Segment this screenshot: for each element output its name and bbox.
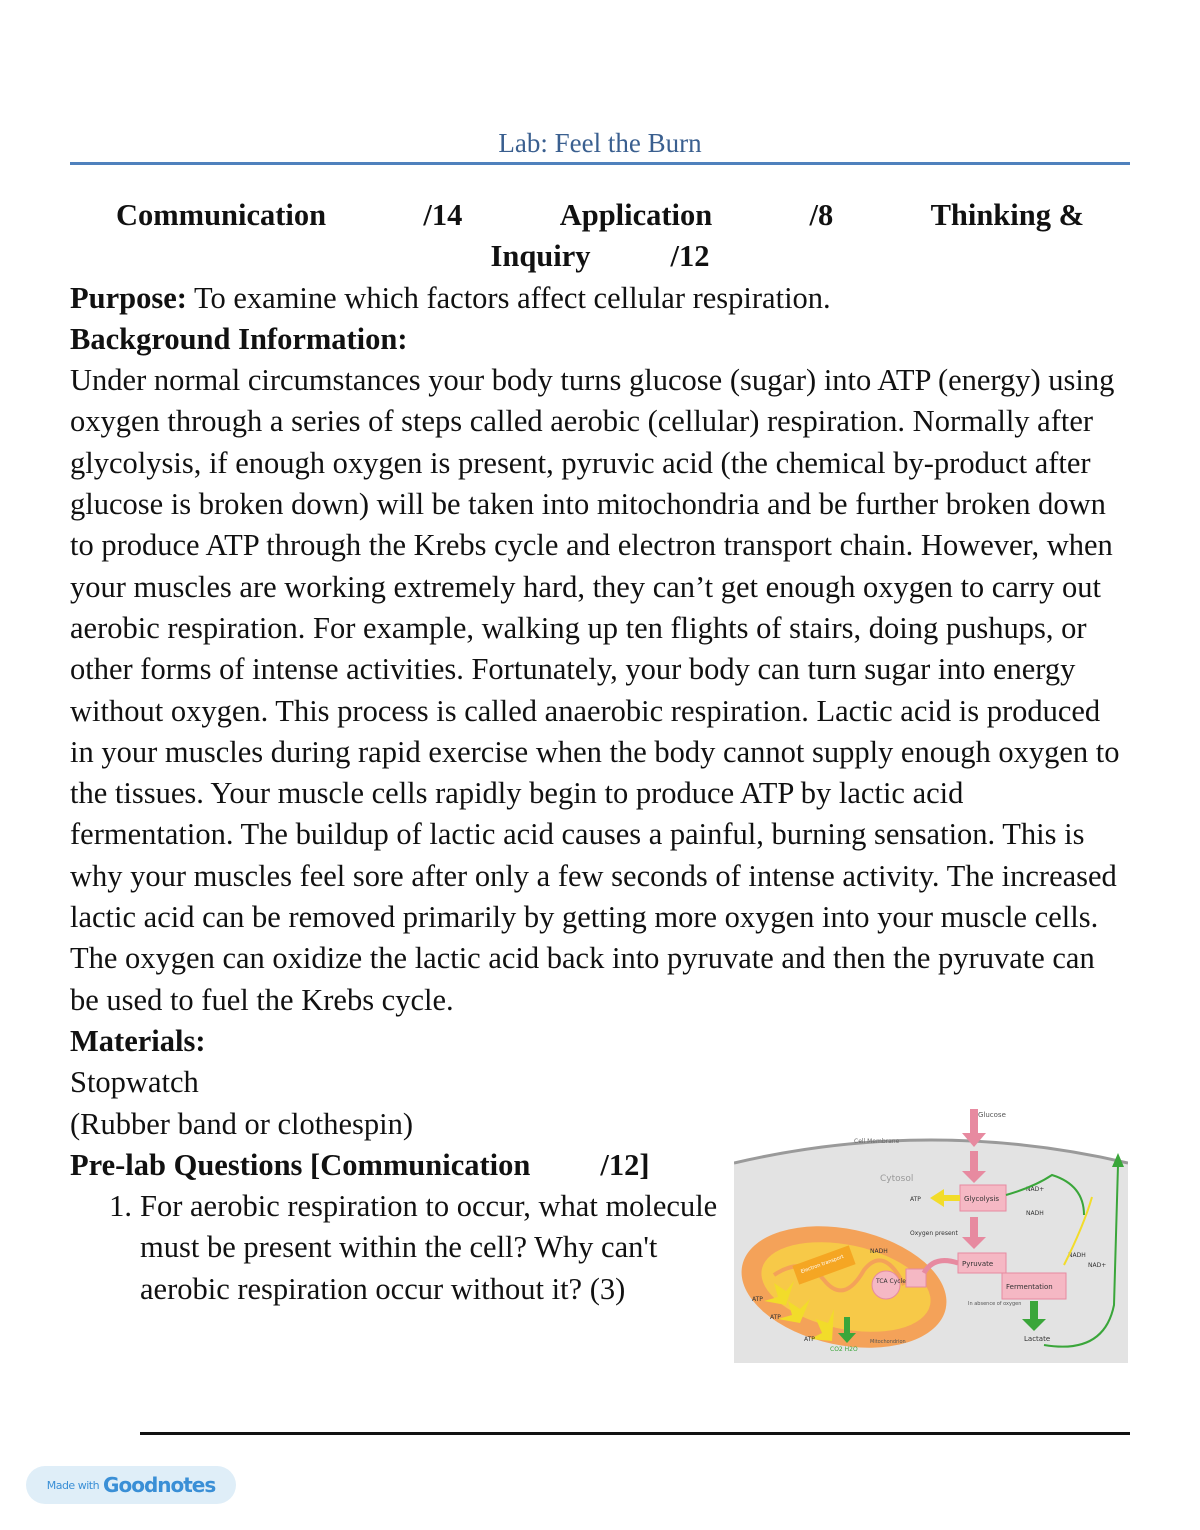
atp-label: ATP xyxy=(910,1196,921,1203)
header-divider xyxy=(70,162,1130,165)
page-header-title: Lab: Feel the Burn xyxy=(498,128,702,158)
purpose-text: To examine which factors affect cellular respiration. xyxy=(186,280,831,315)
materials-item: Stopwatch xyxy=(70,1065,199,1100)
goodnotes-watermark xyxy=(26,1466,236,1504)
fermentation-label: Fermentation xyxy=(1006,1283,1053,1291)
thinking-label: Thinking & xyxy=(930,198,1084,232)
prelab-heading: Pre-lab Questions [Communication /12] xyxy=(70,1147,650,1182)
atp-label-4: ATP xyxy=(804,1336,815,1343)
atp-label-2: ATP xyxy=(752,1296,763,1303)
marks-breakdown-line2 xyxy=(70,236,1130,277)
mitochondrion-label: Mitochondrion xyxy=(870,1339,906,1345)
nadh-label-3: NADH xyxy=(870,1248,888,1255)
pyruvate-label: Pyruvate xyxy=(962,1260,994,1268)
respiration-diagram xyxy=(734,1105,1128,1363)
tca-cycle-label: TCA Cycle xyxy=(876,1278,906,1285)
co2-h2o-label: CO2 H2O xyxy=(830,1346,858,1353)
nad-label: NAD+ xyxy=(1026,1186,1045,1193)
atp-label-3: ATP xyxy=(770,1314,781,1321)
communication-label: Communication xyxy=(116,198,327,232)
background-heading: Background Information: xyxy=(70,321,408,356)
watermark-made-with: Made with xyxy=(46,1478,100,1492)
purpose-line xyxy=(70,278,1130,319)
materials-section xyxy=(70,1021,730,1186)
cell-membrane-label: Cell Membrane xyxy=(854,1138,900,1145)
absence-oxygen-label: In absence of oxygen xyxy=(968,1301,1022,1307)
electron-transport-label: Electron transport xyxy=(800,1253,845,1276)
watermark-brand: Goodnotes xyxy=(103,1473,216,1497)
nadh-label-2: NADH xyxy=(1068,1252,1086,1259)
materials-item: (Rubber band or clothespin) xyxy=(70,1106,414,1141)
purpose-label: Purpose: xyxy=(70,280,187,315)
cellular-respiration-figure xyxy=(734,1105,1128,1363)
inquiry-label: Inquiry xyxy=(490,239,591,274)
background-paragraph: Under normal circumstances your body turns glucose (sugar) into ATP (energy) using oxygen through a series of steps called aerobic (cellular) respiration. Normally after glycolysis, if enough oxygen is present, pyruvic acid (the chemical by-product after glucose is broken down) will be taken into mitochondria and be further broken down to produce ATP through the Krebs cycle and electron transport chain. However, when your muscles are working extremely hard, they can’t get enough oxygen to carry out aerobic respiration. For example, walking up ten flights of stairs, doing pushups, or other forms of intense activities. Fortunately, your body can turn sugar into energy without oxygen. This process is called anaerobic respiration. Lactic acid is produced in your muscles during rapid exercise when the body cannot supply enough oxygen to the tissues. Your muscle cells rapidly begin to produce ATP by lactic acid fermentation. The buildup of lactic acid causes a painful, burning sensation. This is why your muscles feel sore after only a few seconds of intense activity. The increased lactic acid can be removed primarily by getting more oxygen into your muscle cells. The oxygen can oxidize the lactic acid back into pyruvate and then the pyruvate can be used to fuel the Krebs cycle. xyxy=(70,363,1120,1017)
cytosol-label: Cytosol xyxy=(880,1174,914,1184)
application-label: Application xyxy=(559,198,713,232)
application-total: /8 xyxy=(809,198,834,232)
oxygen-present-label: Oxygen present xyxy=(910,1230,958,1237)
nad-label-2: NAD+ xyxy=(1088,1262,1107,1269)
nadh-label: NADH xyxy=(1026,1210,1044,1217)
glycolysis-label: Glycolysis xyxy=(964,1195,999,1203)
communication-total: /14 xyxy=(423,198,463,232)
glucose-label: Glucose xyxy=(978,1111,1006,1119)
answer-line[interactable] xyxy=(140,1432,1130,1435)
inquiry-total: /12 xyxy=(670,239,710,274)
materials-heading: Materials: xyxy=(70,1023,206,1058)
question-number: 1. xyxy=(109,1189,132,1224)
question-text: For aerobic respiration to occur, what molecule must be present within the cell? Why can't aerobic respiration occur without it? (3) xyxy=(140,1189,718,1306)
lactate-label: Lactate xyxy=(1024,1335,1051,1343)
marks-breakdown xyxy=(70,195,1130,236)
